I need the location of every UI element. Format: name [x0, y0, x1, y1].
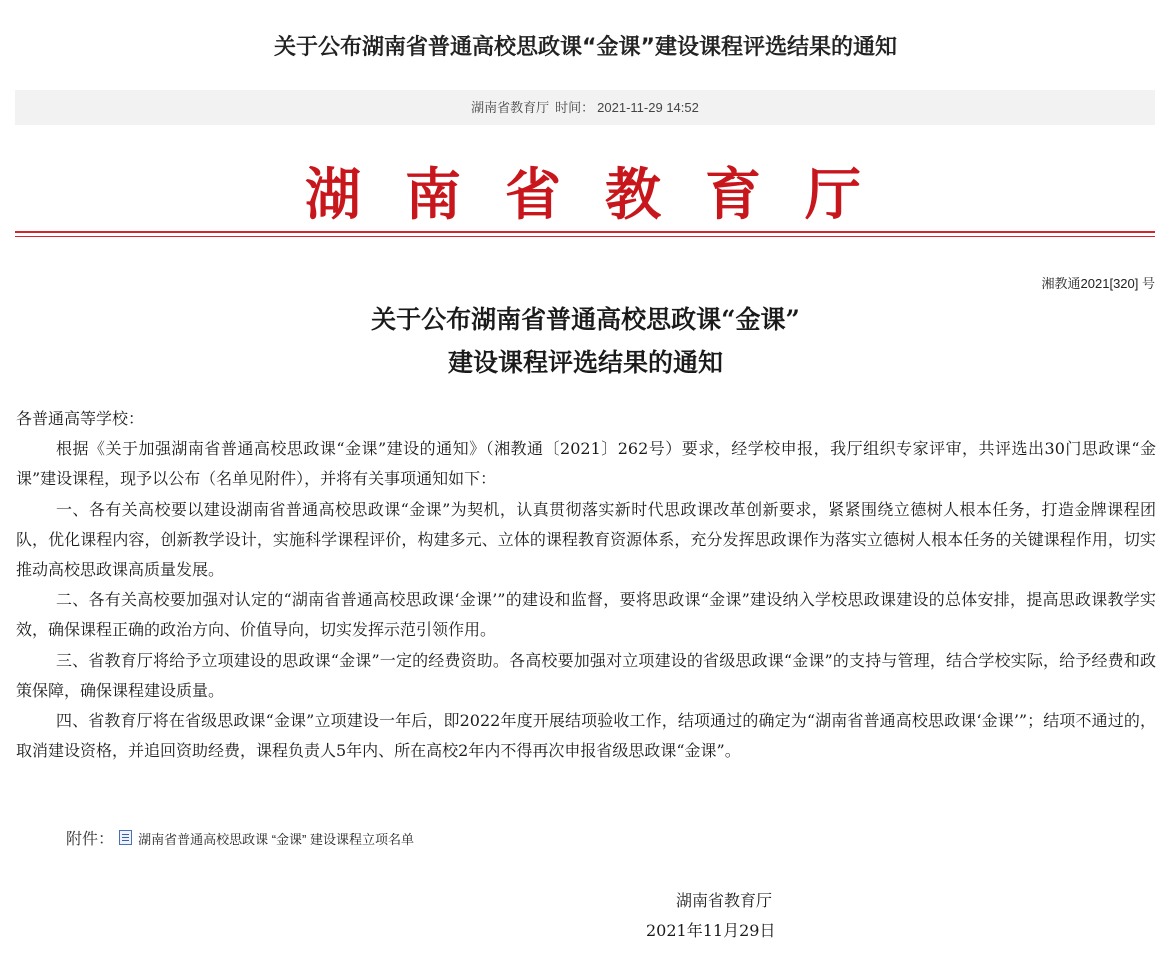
body-paragraph-3: 三、省教育厅将给予立项建设的思政课“金课”一定的经费资助。各高校要加强对立项建设的省级思政课“金课”的支持与管理，结合学校实际，给予经费和政策保障，确保课程建设质量。	[16, 650, 1156, 700]
publish-time-label: 时间：	[555, 100, 595, 115]
publish-time: 2021-11-29 14:52	[597, 100, 699, 115]
document-title-line-1: 关于公布湖南省普通高校思政课“金课”	[371, 305, 800, 334]
letterhead-title: 湖南省教育厅	[305, 162, 905, 228]
salutation: 各普通高等学校：	[16, 409, 145, 428]
attachment-label: 附件：	[66, 829, 115, 848]
article-source: 湖南省教育厅	[471, 100, 550, 115]
article-meta-bar	[15, 90, 1155, 125]
word-document-icon	[119, 830, 132, 845]
signature-organization: 湖南省教育厅	[676, 891, 773, 910]
document-number: 湘教通2021[320] 号	[1041, 276, 1155, 291]
document-title-line-2: 建设课程评选结果的通知	[447, 348, 723, 377]
signature-date: 2021年11月29日	[646, 921, 776, 940]
attachment-row	[66, 826, 414, 849]
body-paragraph-2: 二、各有关高校要加强对认定的“湖南省普通高校思政课‘金课’”的建设和监督，要将思政课“金课”建设纳入学校思政课建设的总体安排，提高思政课教学实效，确保课程正确的政治方向、价值导向，切实发挥示范引领作用。	[16, 590, 1156, 640]
letterhead-rule-thin	[15, 236, 1155, 237]
attachment-link[interactable]: 湖南省普通高校思政课 “金课” 建设课程立项名单	[138, 832, 414, 847]
body-paragraph-4: 四、省教育厅将在省级思政课“金课”立项建设一年后，即2022年度开展结项验收工作，结项通过的确定为“湖南省普通高校思政课‘金课’”；结项不通过的，取消建设资格，并追回资助经费，课程负责人5年内、所在高校2年内不得再次申报省级思政课“金课”。	[16, 711, 1156, 761]
page-title: 关于公布湖南省普通高校思政课“金课”建设课程评选结果的通知	[274, 35, 897, 60]
letterhead-rule-thick	[15, 231, 1155, 233]
document-body	[16, 404, 1156, 766]
body-paragraph-1: 一、各有关高校要以建设湖南省普通高校思政课“金课”为契机，认真贯彻落实新时代思政课改革创新要求，紧紧围绕立德树人根本任务，打造金牌课程团队，优化课程内容，创新教学设计，实施科学课程评价，构建多元、立体的课程教育资源体系，充分发挥思政课作为落实立德树人根本任务的关键课程作用，切实推动高校思政课高质量发展。	[16, 499, 1156, 580]
body-paragraph-intro: 根据《关于加强湖南省普通高校思政课“金课”建设的通知》（湘教通〔2021〕262号）要求，经学校申报，我厅组织专家评审，共评选出30门思政课“金课”建设课程，现予以公布（名单见附件），并将有关事项通知如下：	[16, 439, 1156, 489]
